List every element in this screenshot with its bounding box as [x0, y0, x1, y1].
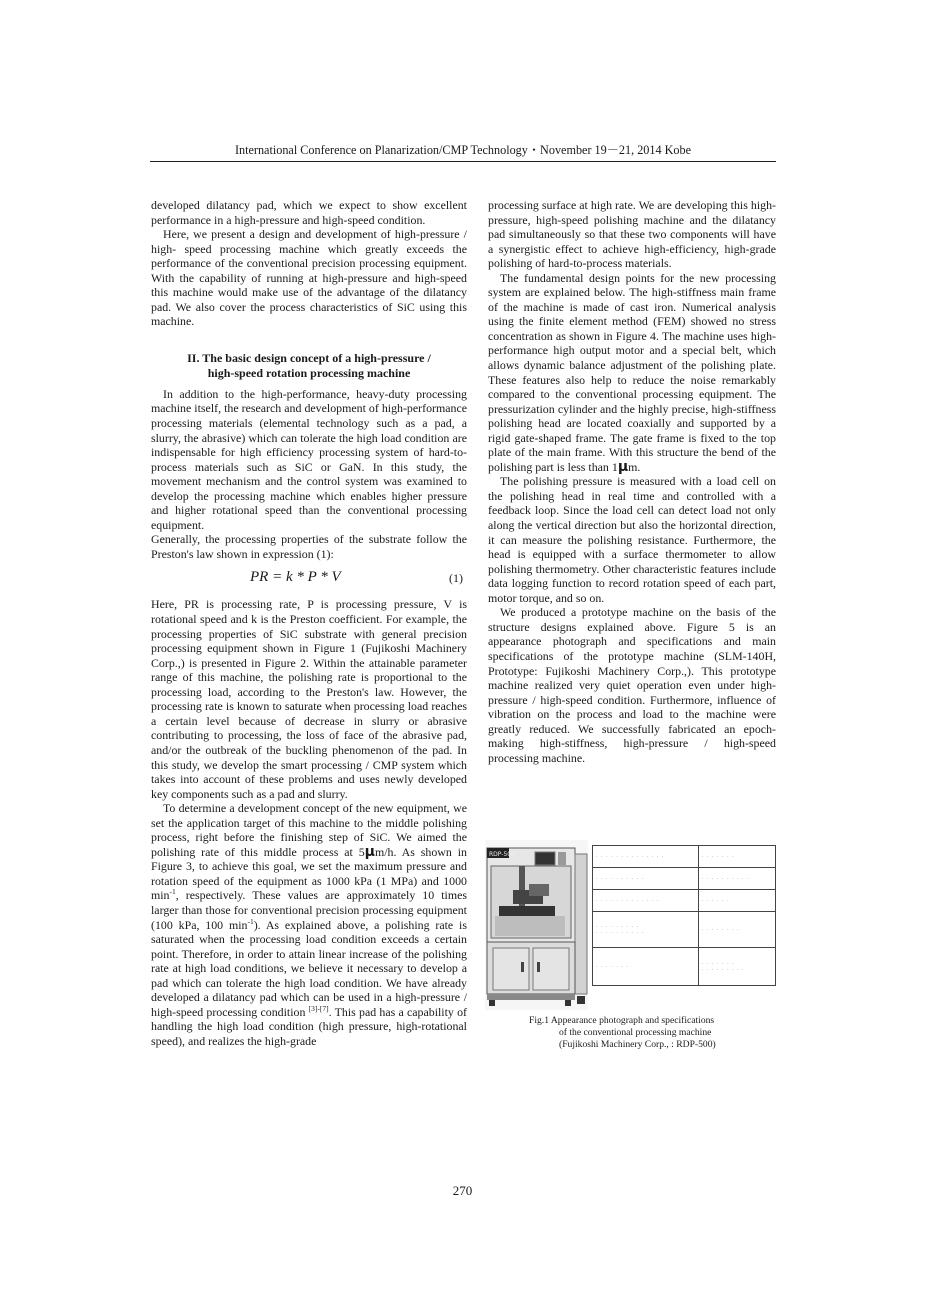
table-cell: · · · · · · · · · · · · · — [593, 890, 699, 912]
paragraph: The fundamental design points for the new processing system are explained below. The high-stiffness main frame of the machine is made of cast iron. Numerical analysis using the finite element method (FEM) showed no stress concentration as shown in Figure 4. The machine uses high-performance high output motor and a special belt, which allows dynamic balance adjustment of the polishing plate. These features also help to reduce the noise remarkably compared to the conventional processing equipment. The pressurization cylinder and the highly precise, high-stiffness polishing head are located coaxially and supported by a rigid gate-shaped frame. The gate frame is fixed to the top plate of the main frame. With this structure the bend of the polishing part is less than 1μm. — [488, 270, 776, 475]
micro-symbol: μ — [364, 843, 375, 860]
citation: [3]-[7] — [308, 1003, 329, 1013]
paragraph: processing surface at high rate. We are developing this high-pressure, high-speed polishing machine and the dilatancy pad simultaneously so that these two components will have a synergistic effect to achieve high-efficiency, high-grade polishing of hard-to-process materials. — [488, 198, 776, 271]
equation-number: (1) — [449, 571, 463, 586]
table-row — [593, 912, 776, 948]
caption-line: Fig.1 Appearance photograph and specifications — [529, 1015, 715, 1026]
right-column — [488, 198, 776, 765]
paragraph: To determine a development concept of the new equipment, we set the application target of this machine to the middle polishing process, right before the finishing step of SiC. We aimed the polishing rate of this middle process at 5μm/h. As shown in Figure 3, to achieve this goal, we set the maximum pressure and rotation speed of the equipment as 1000 kPa (1 MPa) and 1000 $\min^{-1}$, respectively. These values are approximately 10 times larger than those for conventional precision processing equipment (100 kPa, 100 $\min^{-1}$). As explained above, a polishing rate is saturated when the processing load condition exceeds a certain point. Therefore, in order to attain linear increase of the polishing rate at high load conditions, we believe it necessary to develop a pad which can tolerate the high load condition. We have already developed a dilatancy pad which can be used in a high-pressure / high-speed processing condition [3]-[7]. This pad has a capability of handling the high load condition (high pressure, high-rotational speed), and realizes the high-grade — [151, 801, 467, 1048]
table-row — [593, 890, 776, 912]
table-cell: · · · · · · · — [593, 948, 699, 986]
caption-line: (Fujikoshi Machinery Corp., : RDP-500) — [559, 1039, 716, 1050]
paragraph: Here, PR is processing rate, P is processing pressure, V is rotational speed and k is the Preston coefficient. For example, the processing properties of SiC substrate with general precision processing equipment shown in Figure 1 (Fujikoshi Machinery Corp.,) is presented in Figure 2. Within the attainable parameter range of this machine, the polishing rate is proportional to the processing load, according to the Preston's law. However, the processing rate is known to saturate when processing load reaches a certain level because of decrease in slurry or abrasive contributing to processing, the loss of face of the abrasive pad, and/or the outbreak of the buckling phenomenon of the pad. In this study, we develop the smart processing / CMP system which takes into account of these problems and uses newly developed key components such as a pad and slurry. — [151, 597, 467, 801]
table-cell: · · · · · · · — [698, 846, 775, 868]
micro-symbol: μ — [617, 458, 629, 475]
machine-illustration — [485, 840, 588, 1010]
paragraph: developed dilatancy pad, which we expect to show excellent performance in a high-pressure and high-speed condition. — [151, 198, 467, 227]
paragraph: Here, we present a design and development of high-pressure / high- speed processing machine which greatly exceeds the performance of the conventional precision processing equipment. With the capability of running at high-pressure and high-speed this machine would make use of the advantage of the dilatancy pad. We also cover the process characteristics of SiC using this machine. — [151, 227, 467, 329]
preston-equation: PR = k * P * V — [250, 569, 341, 586]
header-rule — [150, 161, 776, 162]
equation — [151, 565, 467, 595]
table-cell: · · · · · · · · · · · · · · — [593, 846, 699, 868]
machine-label: RDP-500 — [489, 851, 515, 858]
table-cell: · · · · · · — [698, 890, 775, 912]
paragraph: We produced a prototype machine on the basis of the structure designs explained above. Figure 5 is an appearance photograph and specifications and main specifications of the prototype machine (SLM-140H, Prototype: Fujikoshi Machinery Corp.,). This prototype machine realized very quiet operation even under high-pressure / high-speed condition. Furthermore, influence of vibration on the process and load to the machine were greatly reduced. We successfully fabricated an epoch-making high-stiffness, high-pressure / high-speed processing machine. — [488, 605, 776, 765]
running-header: International Conference on Planarization/CMP Technology・November 19－21, 2014 Kobe — [234, 143, 692, 157]
table-cell: · · · · · · · · · · — [593, 868, 699, 890]
section-title-line-2: high-speed rotation processing machine — [207, 365, 411, 380]
table-row — [593, 868, 776, 890]
figure-caption — [529, 1015, 716, 1051]
table-row — [593, 948, 776, 986]
machine-photo — [485, 840, 588, 1010]
table-cell: · · · · · · · · · · · · · · · · · · · — [593, 912, 699, 948]
table-row — [593, 846, 776, 868]
section-title: II. The basic design concept of a high-pressure / — [187, 350, 431, 365]
table-cell: · · · · · · · · — [698, 912, 775, 948]
left-column — [151, 198, 467, 1048]
paragraph: In addition to the high-performance, heavy-duty processing machine itself, the research and development of high-performance processing materials (elemental technology such as a pad, a slurry, the abrasive) which can tolerate the high load condition are indispensable for high efficiency processing system of hard-to-process materials such as SiC or GaN. In this study, the movement mechanism and the control system was examined to develop the processing machine which enables higher pressure and higher rotational speed than the conventional processing equipment. — [151, 386, 467, 532]
caption-line: of the conventional processing machine — [559, 1027, 712, 1038]
table-cell: · · · · · · · · · · — [698, 868, 775, 890]
spec-table — [592, 845, 776, 986]
paragraph: The polishing pressure is measured with a load cell on the polishing head in real time and controlled with a feedback loop. Since the load cell can detect load not only along the vertical direction but also the horizontal direction, it can measure the polishing resistance. Furthermore, the head is equipped with a surface thermometer to allow polishing thermometry. Other characteristic features include data logging function to record rotation speed of each part, motor torque, and so on. — [488, 474, 776, 605]
paragraph: Generally, the processing properties of the substrate follow the Preston's law shown in expression (1): — [151, 532, 467, 561]
table-cell: · · · · · · · · · · · · · · · · — [698, 948, 775, 986]
page-number: 270 — [452, 1183, 473, 1198]
